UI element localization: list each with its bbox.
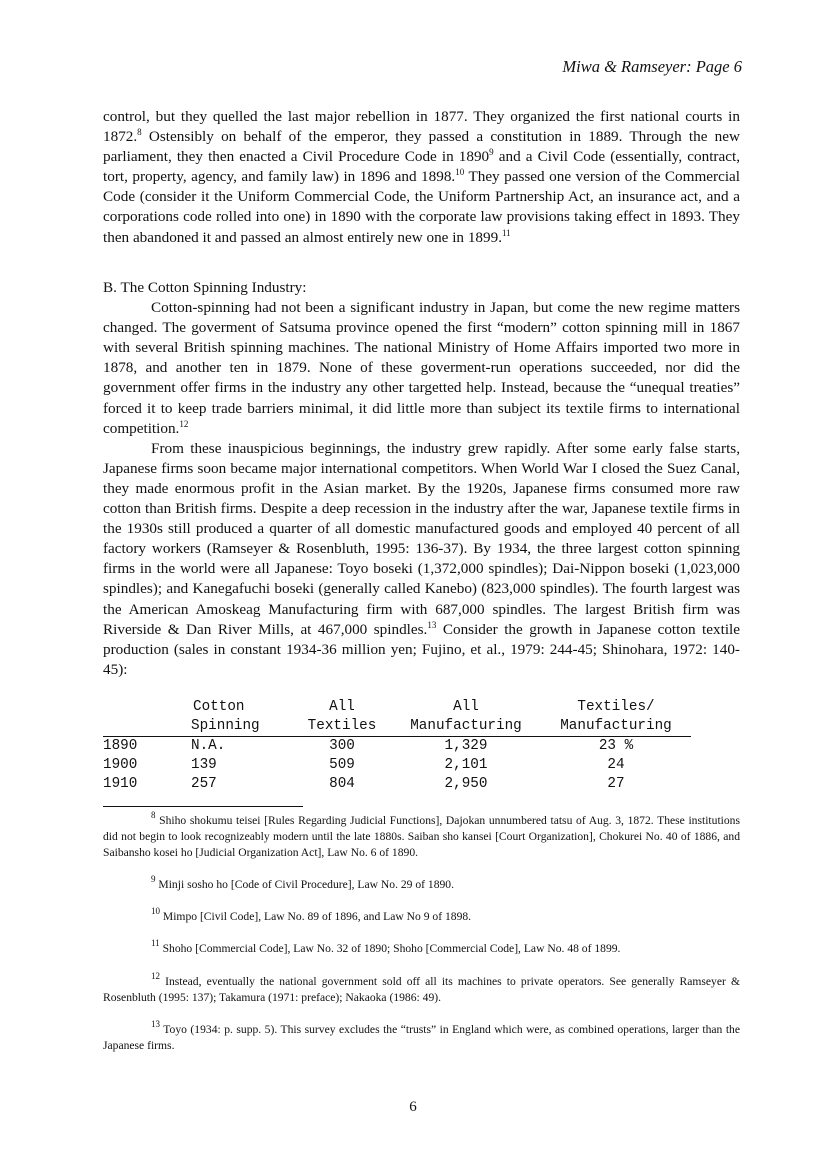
table-cell: N.A. — [191, 738, 226, 754]
table-cell: 2,950 — [444, 776, 488, 792]
table-cell: 1,329 — [444, 738, 488, 754]
footnote-ref-8[interactable]: 8 — [137, 127, 142, 138]
table-cell: 509 — [329, 757, 355, 773]
table-cell: 23 % — [598, 738, 634, 754]
table-header-cell: Spinning — [191, 717, 293, 737]
text-run: Cotton-spinning had not been a significant industry in Japan, but come the new regime matters changed. The goverment of Satsuma province opened the first “modern” cotton spinning mill in 1867 with several British spinning machines. The national Ministry of Home Affairs imported two more in 1878, and another ten in 1879. None of these goverment-run operations succeeded, nor did the government offer firms in the industry any other targetted help. Instead, because the “unequal treaties” forced it to keep trade barriers minimal, it did little more than subject its textile firms to international competition. — [103, 299, 740, 437]
footnote-13 — [103, 1019, 740, 1054]
table-header-row-top — [103, 698, 691, 717]
footnote-text: Shoho [Commercial Code], Law No. 32 of 1890; Shoho [Commercial Code], Law No. 48 of 1899. — [159, 942, 621, 955]
running-header: Miwa & Ramseyer: Page 6 — [562, 57, 742, 76]
table-cell-year: 1890 — [103, 738, 138, 754]
footnote-ref-12[interactable]: 12 — [179, 418, 189, 429]
production-table — [103, 698, 691, 794]
footnote-8 — [103, 810, 740, 861]
paragraph-legal-history — [103, 107, 740, 248]
table-cell-year: 1910 — [103, 776, 138, 792]
table-cell: 804 — [329, 776, 355, 792]
table-row — [103, 756, 691, 775]
text-run: and a Civil Code (essentially, contract, tort, property, agency, and family law) in 1896 and 1898. — [103, 148, 740, 186]
footnote-12 — [103, 971, 740, 1006]
table-cell: 27 — [607, 776, 625, 792]
footnote-text: Instead, eventually the national government sold off all its machines to private operators. See generally Ramseyer & Rosenbluth (1995: 137); Takamura (1971: preface); Nakaoka (1986: 49). — [103, 975, 740, 1004]
footnote-number: 9 — [151, 874, 156, 884]
section-cotton-spinning — [103, 278, 740, 680]
table-header-cell — [103, 717, 191, 737]
footnote-divider — [103, 806, 303, 807]
table-cell: 300 — [329, 738, 355, 754]
table-cell: 24 — [607, 757, 625, 773]
paragraph-early-industry — [103, 298, 740, 439]
text-run: Ostensibly on behalf of the emperor, they passed a constitution in 1889. Through the new parliament, they then enacted a Civil Procedure Code in 1890 — [103, 128, 740, 166]
table-header-cell: All — [453, 699, 479, 715]
page-number: 6 — [409, 1099, 417, 1115]
table-row — [103, 737, 691, 757]
footnote-ref-10[interactable]: 10 — [455, 167, 465, 178]
footnote-ref-11[interactable]: 11 — [502, 227, 511, 238]
table-row — [103, 775, 691, 794]
footnote-number: 13 — [151, 1019, 160, 1029]
footnote-number: 12 — [151, 971, 160, 981]
footnote-11 — [103, 938, 740, 957]
footnote-ref-13[interactable]: 13 — [427, 619, 437, 630]
table-header-cell: Textiles — [293, 717, 391, 737]
footnote-10 — [103, 906, 740, 925]
footnote-text: Toyo (1934: p. supp. 5). This survey excludes the “trusts” in England which were, as combined operations, larger than the Japanese firms. — [103, 1023, 740, 1052]
table-header-cell: Manufacturing — [541, 717, 691, 737]
text-run: control, but they quelled the last major rebellion in 1877. They organized the first national courts in 1872. — [103, 108, 740, 146]
paragraph-growth — [103, 439, 740, 680]
text-run: Consider the growth in Japanese cotton textile production (sales in constant 1934-36 million yen; Fujino, et al., 1979: 244-45; Shinohara, 1972: 140-45): — [103, 620, 740, 678]
footnote-number: 8 — [151, 810, 156, 820]
table-header-cell: Textiles/ — [577, 699, 655, 715]
table-cell-year: 1900 — [103, 757, 138, 773]
table-cell: 139 — [191, 757, 217, 773]
text-run: They passed one version of the Commercial Code (consider it the Uniform Commercial Code, the Uniform Partnership Act, an insurance act, and a corporations code rolled into one) in 1890 with the corporate law provisions taking effect in 1893. They then abandoned it and passed an almost entirely new one in 1899. — [103, 168, 741, 246]
footnote-text: Shiho shokumu teisei [Rules Regarding Judicial Functions], Dajokan unnumbered tatsu of Aug. 3, 1872. These institutions did not begin to look recognizeably modern until the late 1880s. Saiban sho kansei [Court Organization], Chokurei No. 40 of 1886, and Saibansho kosei ho [Judicial Organization Act], Law No. 6 of 1890. — [103, 814, 740, 859]
header-text: Cotton — [193, 699, 245, 715]
table-cell: 257 — [191, 776, 217, 792]
footnote-text: Mimpo [Civil Code], Law No. 89 of 1896, and Law No 9 of 1898. — [160, 910, 472, 923]
footnote-text: Minji sosho ho [Code of Civil Procedure], Law No. 29 of 1890. — [155, 878, 455, 891]
table-header-cell — [103, 698, 191, 717]
section-heading: B. The Cotton Spinning Industry: — [103, 279, 307, 296]
table-cell: 2,101 — [444, 757, 488, 773]
table-header-cell — [191, 698, 293, 717]
text-run: From these inauspicious beginnings, the industry grew rapidly. After some early false starts, Japanese firms soon became major international competitors. When World War I closed the Suez Canal, they made enormous profit in the Asian market. By the 1920s, Japanese firms consumed more raw cotton than British firms. Despite a deep recession in the industry after the war, Japanese textile firms in the 1930s still produced a quarter of all domestic manufactured goods and employed 40 percent of all factory workers (Ramseyer & Rosenbluth, 1995: 136-37). By 1934, the three largest cotton spinning firms in the world were all Japanese: Toyo boseki (1,372,000 spindles); Dai-Nippon boseki (1,023,000 spindles); and Kanegafuchi boseki (generally called Kanebo) (823,000 spindles). The fourth largest was the American Amoskeag Manufacturing firm with 687,000 spindles. The largest British firm was Riverside & Dan River Mills, at 467,000 spindles. — [103, 439, 740, 638]
table-header-row-bottom — [103, 717, 691, 737]
table-header-cell: All — [329, 699, 355, 715]
table-header-cell: Manufacturing — [391, 717, 541, 737]
footnote-number: 11 — [151, 938, 160, 948]
footnote-ref-9[interactable]: 9 — [489, 147, 494, 158]
footnote-number: 10 — [151, 906, 160, 916]
footnote-9 — [103, 874, 740, 893]
